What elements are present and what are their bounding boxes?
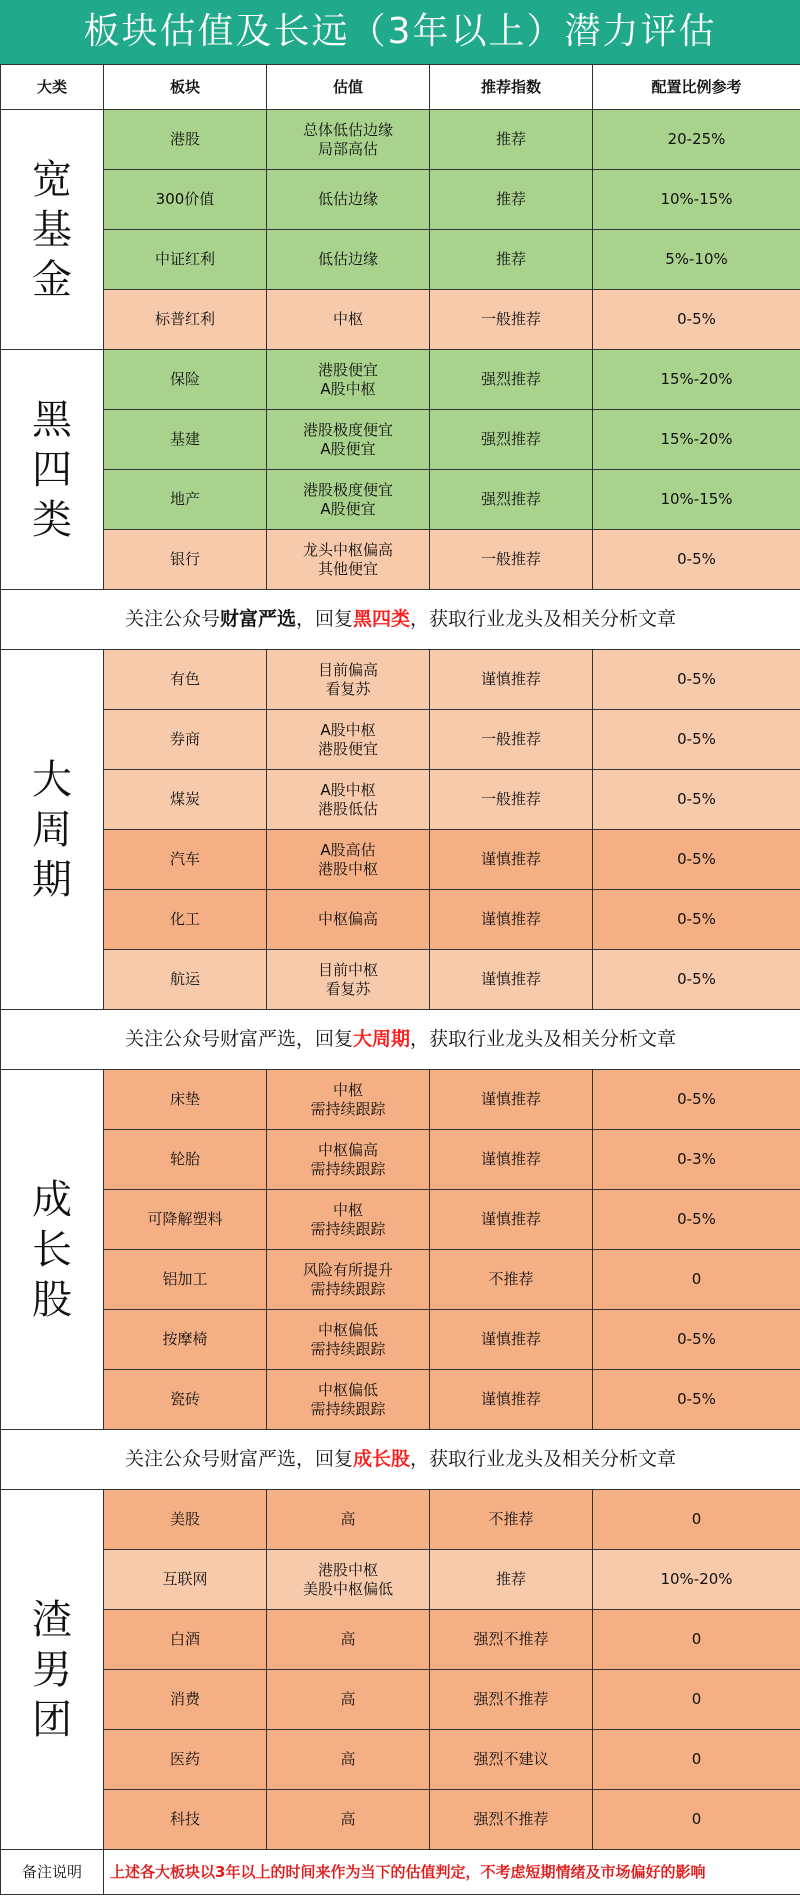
valuation-cell: 目前偏高 看复苏: [267, 650, 430, 710]
header-rating: 推荐指数: [430, 65, 593, 110]
notice-middle: ，回复: [295, 1028, 353, 1050]
notice-cell: [1, 590, 800, 650]
notice-row: [1, 1430, 800, 1490]
category-label: 黑四类: [32, 396, 72, 543]
rating-cell: 不推荐: [430, 1250, 593, 1310]
valuation-cell: 中枢 需持续跟踪: [267, 1070, 430, 1130]
notice-prefix: 关注公众号: [124, 1448, 220, 1470]
valuation-cell: 中枢: [267, 290, 430, 350]
rating-cell: 谨慎推荐: [430, 890, 593, 950]
valuation-cell: 高: [267, 1490, 430, 1550]
rating-cell: 强烈推荐: [430, 410, 593, 470]
table-row: [1, 950, 800, 1010]
sector-cell: 煤炭: [104, 770, 267, 830]
valuation-cell: 中枢 需持续跟踪: [267, 1190, 430, 1250]
footer-note: 上述各大板块以3年以上的时间来作为当下的估值判定，不考虑短期情绪及市场偏好的影响: [104, 1850, 800, 1895]
rating-cell: 一般推荐: [430, 290, 593, 350]
valuation-cell: 中枢偏低 需持续跟踪: [267, 1370, 430, 1430]
sector-cell: 互联网: [104, 1550, 267, 1610]
allocation-cell: 0: [593, 1730, 800, 1790]
valuation-cell: A股高估 港股中枢: [267, 830, 430, 890]
category-label: 大周期: [32, 756, 72, 903]
table-row: [1, 110, 800, 170]
sector-cell: 300价值: [104, 170, 267, 230]
valuation-cell: 中枢偏高 需持续跟踪: [267, 1130, 430, 1190]
category-label: 成长股: [32, 1176, 72, 1323]
table-row: [1, 650, 800, 710]
rating-cell: 推荐: [430, 1550, 593, 1610]
sector-cell: 按摩椅: [104, 1310, 267, 1370]
sector-cell: 轮胎: [104, 1130, 267, 1190]
notice-suffix: ，获取行业龙头及相关分析文章: [410, 608, 677, 630]
allocation-cell: 15%-20%: [593, 350, 800, 410]
category-cell: [1, 1490, 104, 1850]
footer-label: 备注说明: [1, 1850, 104, 1895]
sector-cell: 消费: [104, 1670, 267, 1730]
rating-cell: 推荐: [430, 230, 593, 290]
allocation-cell: 10%-15%: [593, 170, 800, 230]
notice-keyword: 大周期: [353, 1028, 411, 1050]
allocation-cell: 0-5%: [593, 530, 800, 590]
allocation-cell: 0-5%: [593, 890, 800, 950]
table-row: [1, 830, 800, 890]
rating-cell: 强烈不推荐: [430, 1610, 593, 1670]
notice-suffix: ，获取行业龙头及相关分析文章: [410, 1448, 677, 1470]
sector-cell: 银行: [104, 530, 267, 590]
table-row: [1, 890, 800, 950]
valuation-cell: 龙头中枢偏高 其他便宜: [267, 530, 430, 590]
category-cell: [1, 650, 104, 1010]
notice-middle: ，回复: [295, 608, 353, 630]
sector-cell: 医药: [104, 1730, 267, 1790]
allocation-cell: 10%-15%: [593, 470, 800, 530]
rating-cell: 不推荐: [430, 1490, 593, 1550]
footer-row: [1, 1850, 800, 1895]
notice-suffix: ，获取行业龙头及相关分析文章: [410, 1028, 677, 1050]
sector-cell: 标普红利: [104, 290, 267, 350]
notice-prefix: 关注公众号: [124, 1028, 220, 1050]
notice-prefix: 关注公众号: [124, 608, 220, 630]
valuation-cell: 高: [267, 1790, 430, 1850]
rating-cell: 谨慎推荐: [430, 1370, 593, 1430]
allocation-cell: 0-5%: [593, 950, 800, 1010]
page-title: 板块估值及长远（3年以上）潜力评估: [0, 0, 800, 64]
table-row: [1, 1310, 800, 1370]
allocation-cell: 0: [593, 1610, 800, 1670]
notice-account: 财富严选: [219, 1028, 296, 1050]
valuation-cell: 中枢偏高: [267, 890, 430, 950]
rating-cell: 一般推荐: [430, 530, 593, 590]
sector-cell: 美股: [104, 1490, 267, 1550]
header-category: 大类: [1, 65, 104, 110]
rating-cell: 谨慎推荐: [430, 1310, 593, 1370]
sector-cell: 铝加工: [104, 1250, 267, 1310]
sector-cell: 瓷砖: [104, 1370, 267, 1430]
table-row: [1, 1550, 800, 1610]
rating-cell: 谨慎推荐: [430, 950, 593, 1010]
sector-cell: 有色: [104, 650, 267, 710]
notice-account: 财富严选: [219, 608, 296, 630]
rating-cell: 强烈不推荐: [430, 1790, 593, 1850]
valuation-table: [0, 64, 800, 1895]
table-row: [1, 530, 800, 590]
allocation-cell: 0-3%: [593, 1130, 800, 1190]
table-row: [1, 230, 800, 290]
header-sector: 板块: [104, 65, 267, 110]
rating-cell: 强烈推荐: [430, 470, 593, 530]
valuation-cell: A股中枢 港股便宜: [267, 710, 430, 770]
sector-cell: 基建: [104, 410, 267, 470]
valuation-cell: 港股便宜 A股中枢: [267, 350, 430, 410]
header-valuation: 估值: [267, 65, 430, 110]
valuation-cell: 港股中枢 美股中枢偏低: [267, 1550, 430, 1610]
allocation-cell: 0-5%: [593, 650, 800, 710]
table-row: [1, 170, 800, 230]
notice-cell: [1, 1430, 800, 1490]
rating-cell: 谨慎推荐: [430, 1190, 593, 1250]
notice-account: 财富严选: [219, 1448, 296, 1470]
table-row: [1, 290, 800, 350]
allocation-cell: 0-5%: [593, 290, 800, 350]
rating-cell: 强烈不建议: [430, 1730, 593, 1790]
valuation-cell: 港股极度便宜 A股便宜: [267, 410, 430, 470]
rating-cell: 强烈不推荐: [430, 1670, 593, 1730]
allocation-cell: 0: [593, 1670, 800, 1730]
table-body: [1, 110, 800, 1850]
allocation-cell: 10%-20%: [593, 1550, 800, 1610]
category-cell: [1, 110, 104, 350]
notice-middle: ，回复: [295, 1448, 353, 1470]
notice-cell: [1, 1010, 800, 1070]
table-row: [1, 1730, 800, 1790]
category-cell: [1, 1070, 104, 1430]
sector-cell: 化工: [104, 890, 267, 950]
category-label: 渣男团: [32, 1596, 72, 1743]
table-row: [1, 410, 800, 470]
table-row: [1, 470, 800, 530]
rating-cell: 一般推荐: [430, 770, 593, 830]
rating-cell: 推荐: [430, 110, 593, 170]
rating-cell: 推荐: [430, 170, 593, 230]
sector-cell: 床垫: [104, 1070, 267, 1130]
sector-cell: 港股: [104, 110, 267, 170]
valuation-cell: 高: [267, 1610, 430, 1670]
sector-cell: 航运: [104, 950, 267, 1010]
allocation-cell: 0-5%: [593, 1070, 800, 1130]
rating-cell: 谨慎推荐: [430, 1130, 593, 1190]
sector-cell: 券商: [104, 710, 267, 770]
valuation-cell: 中枢偏低 需持续跟踪: [267, 1310, 430, 1370]
valuation-cell: 总体低估边缘 局部高估: [267, 110, 430, 170]
sector-cell: 可降解塑料: [104, 1190, 267, 1250]
valuation-cell: 高: [267, 1670, 430, 1730]
rating-cell: 谨慎推荐: [430, 830, 593, 890]
table-row: [1, 1370, 800, 1430]
table-row: [1, 1130, 800, 1190]
allocation-cell: 20-25%: [593, 110, 800, 170]
table-row: [1, 1790, 800, 1850]
allocation-cell: 0-5%: [593, 1190, 800, 1250]
rating-cell: 谨慎推荐: [430, 1070, 593, 1130]
table-row: [1, 1610, 800, 1670]
valuation-cell: 目前中枢 看复苏: [267, 950, 430, 1010]
table-row: [1, 1490, 800, 1550]
sector-cell: 汽车: [104, 830, 267, 890]
allocation-cell: 0-5%: [593, 830, 800, 890]
table-row: [1, 1190, 800, 1250]
sector-cell: 中证红利: [104, 230, 267, 290]
category-cell: [1, 350, 104, 590]
table-row: [1, 1250, 800, 1310]
category-label: 宽基金: [32, 156, 72, 303]
notice-row: [1, 1010, 800, 1070]
notice-keyword: 黑四类: [353, 608, 411, 630]
valuation-cell: 港股极度便宜 A股便宜: [267, 470, 430, 530]
rating-cell: 一般推荐: [430, 710, 593, 770]
table-row: [1, 350, 800, 410]
valuation-cell: 风险有所提升 需持续跟踪: [267, 1250, 430, 1310]
allocation-cell: 5%-10%: [593, 230, 800, 290]
sector-cell: 地产: [104, 470, 267, 530]
rating-cell: 谨慎推荐: [430, 650, 593, 710]
valuation-cell: 低估边缘: [267, 230, 430, 290]
header-row: [1, 65, 800, 110]
valuation-cell: 低估边缘: [267, 170, 430, 230]
allocation-cell: 0-5%: [593, 770, 800, 830]
allocation-cell: 0: [593, 1250, 800, 1310]
allocation-cell: 0: [593, 1490, 800, 1550]
allocation-cell: 0-5%: [593, 1370, 800, 1430]
allocation-cell: 0-5%: [593, 710, 800, 770]
table-row: [1, 770, 800, 830]
allocation-cell: 0-5%: [593, 1310, 800, 1370]
table-row: [1, 1070, 800, 1130]
header-allocation: 配置比例参考: [593, 65, 800, 110]
allocation-cell: 0: [593, 1790, 800, 1850]
notice-keyword: 成长股: [353, 1448, 411, 1470]
rating-cell: 强烈推荐: [430, 350, 593, 410]
notice-row: [1, 590, 800, 650]
table-row: [1, 1670, 800, 1730]
sector-cell: 白酒: [104, 1610, 267, 1670]
sector-cell: 保险: [104, 350, 267, 410]
valuation-cell: 高: [267, 1730, 430, 1790]
sector-cell: 科技: [104, 1790, 267, 1850]
valuation-cell: A股中枢 港股低估: [267, 770, 430, 830]
table-row: [1, 710, 800, 770]
allocation-cell: 15%-20%: [593, 410, 800, 470]
